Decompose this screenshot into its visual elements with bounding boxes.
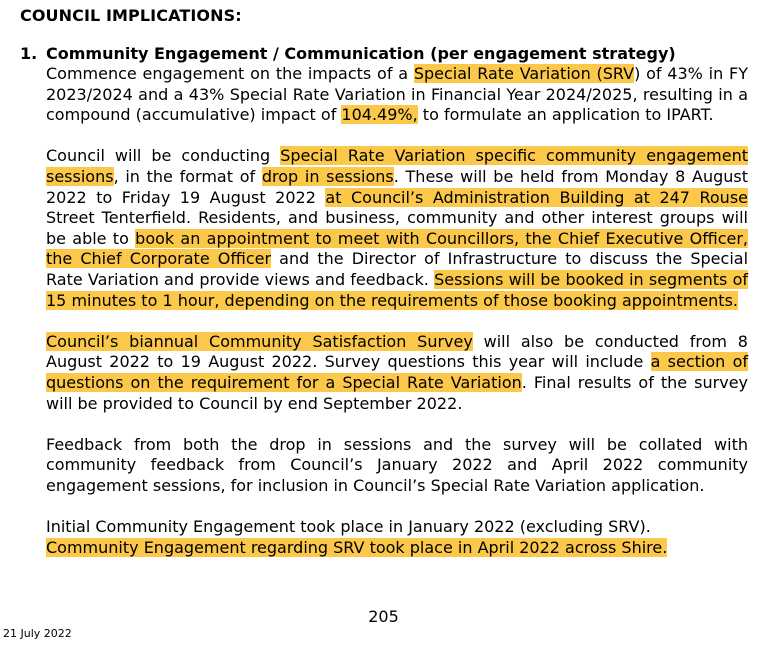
text-run: , in the format of <box>113 166 262 186</box>
highlighted-text: 104.49%, <box>341 105 418 125</box>
highlighted-text: Community Engagement regarding SRV took place in April 2022 across Shire. <box>46 537 668 557</box>
paragraph-srv-impact <box>46 64 748 126</box>
paragraph-satisfaction-survey <box>46 332 748 414</box>
paragraph-engagement-sessions <box>46 146 748 311</box>
text-run: . Final results of the survey will be provided to Council by end September 2022. <box>46 372 749 413</box>
paragraph-engagement-history <box>46 517 748 558</box>
item-title-text: Community Engagement / Communication (per engagement strategy) <box>46 44 676 63</box>
footer-date: 21 July 2022 <box>3 627 72 640</box>
text-run: Feedback from both the drop in sessions and the survey will be collated with community feedback from Council’s January 2022 and April 2022 community engagement sessions, for inclusion in Council’s Special Rate Variation application. <box>46 434 748 495</box>
highlighted-text: a section of questions on the requirement for a Special Rate Variation <box>46 352 749 392</box>
text-run: and the Director of Infrastructure to discuss the Special Rate Variation and provide views and feedback. <box>46 249 749 289</box>
item-number: 1. <box>20 44 38 63</box>
paragraph-feedback-collation <box>46 435 748 497</box>
highlighted-text: at Council’s Administration Building at 247 Rouse <box>325 187 749 207</box>
text-run: Commence engagement on the impacts of a <box>46 64 414 83</box>
text-run: to formulate an application to IPART. <box>417 105 714 125</box>
text-run: Initial Community Engagement took place in January 2022 (excluding SRV). <box>46 517 651 537</box>
highlighted-text: book an appointment to meet with Councillors, the Chief Executive Officer, the Chief Corporate Officer <box>46 228 748 269</box>
text-run: ) of 43% in FY 2023/2024 and a 43% Special Rate Variation in Financial Year 2024/2025, resulting in a compound (accumulative) impact of <box>46 64 748 125</box>
highlighted-text: Special Rate Variation (SRV <box>413 64 635 83</box>
text-run: will also be conducted from 8 August 2022 to 19 August 2022. Survey questions this year will include <box>46 331 748 372</box>
highlighted-text: Council’s biannual Community Satisfaction Survey <box>46 331 473 351</box>
text-run: . These will be held from Monday 8 August 2022 to Friday 19 August 2022 <box>46 166 748 207</box>
highlighted-text: Special Rate Variation specific community engagement sessions <box>46 146 749 186</box>
item-body <box>46 64 748 558</box>
text-run: Street Tenterfield. Residents, and business, community and other interest groups will be able to <box>46 208 748 248</box>
page-number: 205 <box>368 607 399 626</box>
item-title <box>20 44 676 63</box>
text-run: Council will be conducting <box>46 146 281 166</box>
highlighted-text: Sessions will be booked in segments of 15 minutes to 1 hour, depending on the requirements of those booking appointments. <box>46 269 748 310</box>
highlighted-text: drop in sessions <box>261 166 394 186</box>
section-heading: COUNCIL IMPLICATIONS: <box>20 6 242 25</box>
